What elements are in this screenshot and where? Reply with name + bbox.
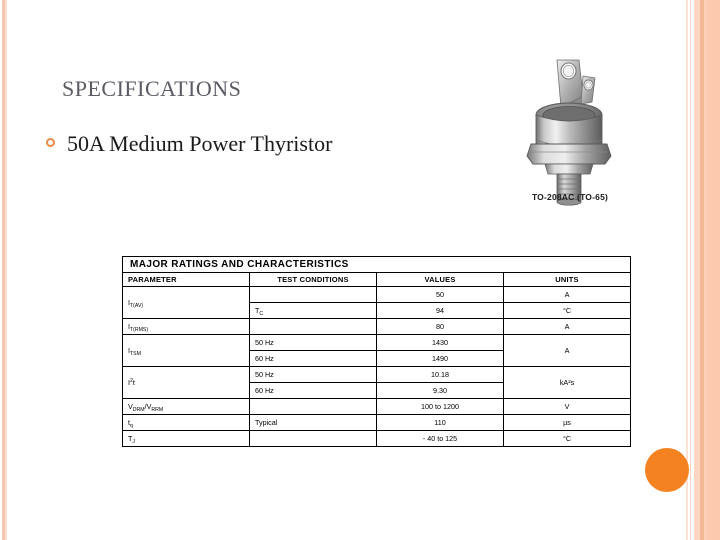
row-value-cell: 94 [377, 303, 504, 319]
bullet-list-item [46, 131, 332, 157]
row-value-cell: 100 to 1200 [377, 399, 504, 415]
row-value-cell: 50 [377, 287, 504, 303]
row-condition-cell: 60 Hz [250, 383, 377, 399]
row-condition-cell [250, 431, 377, 447]
table-row [123, 319, 631, 335]
row-condition-cell [250, 399, 377, 415]
row-unit-cell: µs [504, 415, 631, 431]
table-header-row [123, 273, 631, 287]
table-row [123, 335, 631, 351]
thyristor-package-photo [495, 52, 645, 207]
row-condition-cell: 50 Hz [250, 367, 377, 383]
table-row [123, 415, 631, 431]
row-parameter-cell: $I^2t$ [123, 367, 250, 399]
package-caption: TO-208AC (TO-65) [531, 192, 609, 202]
row-parameter-cell: $T_J$ [123, 431, 250, 447]
row-unit-cell: A [504, 319, 631, 335]
row-unit-cell: A [504, 287, 631, 303]
row-value-cell: 9.30 [377, 383, 504, 399]
row-condition-cell: $T_C$ [250, 303, 377, 319]
right-edge-stripe-2 [690, 0, 691, 540]
row-value-cell: 1430 [377, 335, 504, 351]
row-value-cell: 80 [377, 319, 504, 335]
row-parameter-cell: $t_q$ [123, 415, 250, 431]
table-row [123, 431, 631, 447]
table-row [123, 287, 631, 303]
row-value-cell: 1490 [377, 351, 504, 367]
table-row [123, 399, 631, 415]
row-condition-cell: 60 Hz [250, 351, 377, 367]
page-title: specifications [62, 68, 242, 103]
row-condition-cell [250, 319, 377, 335]
row-value-cell: - 40 to 125 [377, 431, 504, 447]
row-unit-cell: kA²s [504, 367, 631, 399]
row-condition-cell: Typical [250, 415, 377, 431]
row-parameter-cell: $I_{TSM}$ [123, 335, 250, 367]
accent-circle-decoration [645, 448, 689, 492]
row-parameter-cell: $I_{T(RMS)}$ [123, 319, 250, 335]
row-unit-cell: °C [504, 303, 631, 319]
row-condition-cell: 50 Hz [250, 335, 377, 351]
table-banner-title: MAJOR RATINGS AND CHARACTERISTICS [123, 257, 631, 273]
thyristor-package-illustration [495, 52, 645, 207]
bullet-item-label: 50A Medium Power Thyristor [67, 131, 333, 156]
column-header-parameter: PARAMETER [123, 273, 250, 287]
right-edge-stripe-6 [707, 0, 720, 540]
column-header-values: VALUES [377, 273, 504, 287]
table-banner-row [123, 257, 631, 273]
major-ratings-table [122, 256, 631, 447]
row-value-cell: 10.18 [377, 367, 504, 383]
column-header-units: UNITS [504, 273, 631, 287]
row-value-cell: 110 [377, 415, 504, 431]
column-header-test-conditions: TEST CONDITIONS [250, 273, 377, 287]
table-row [123, 367, 631, 383]
row-condition-cell [250, 287, 377, 303]
left-edge-stripe-inner [5, 0, 7, 540]
bullet-ring-icon [46, 138, 55, 147]
row-parameter-cell: $V_{DRM}/V_{RRM}$ [123, 399, 250, 415]
row-unit-cell: A [504, 335, 631, 367]
row-unit-cell: °C [504, 431, 631, 447]
row-parameter-cell: $I_{T(AV)}$ [123, 287, 250, 319]
row-unit-cell: V [504, 399, 631, 415]
